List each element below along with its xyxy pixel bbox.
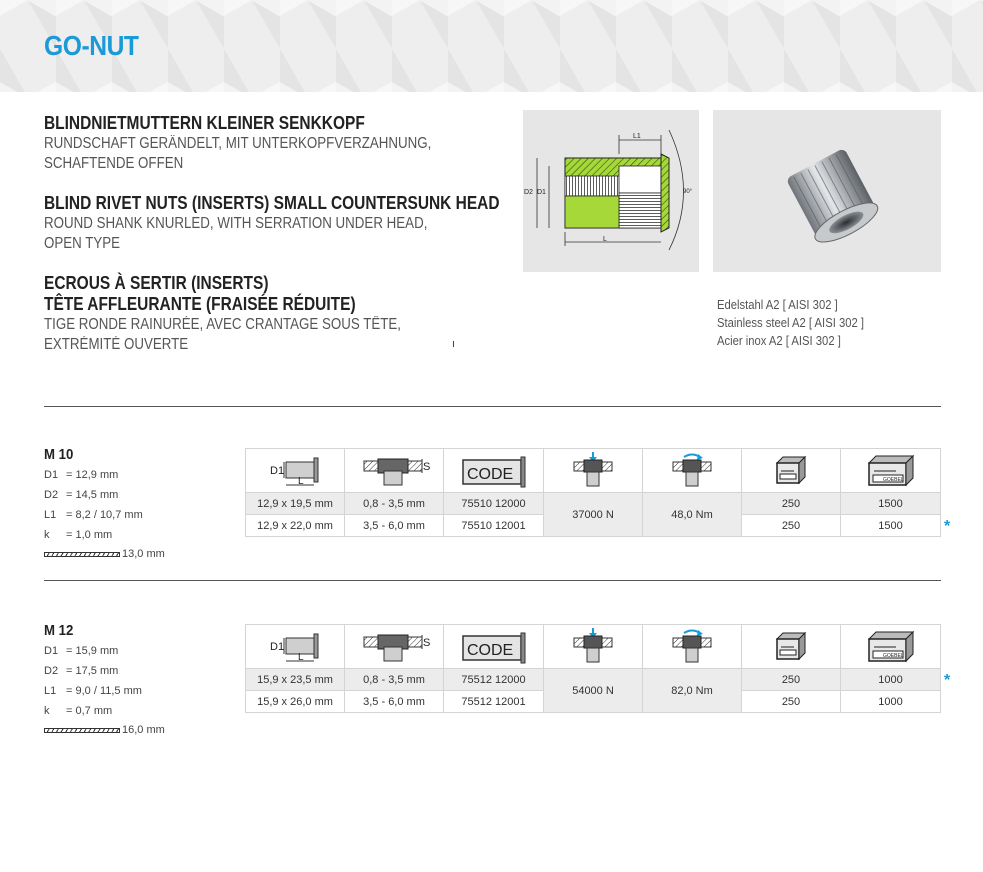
spec-key: L1 [44,509,57,521]
drill-bit-icon [44,728,120,733]
small-box-icon [774,455,808,487]
cell-size: 12,9 x 22,0 mm [246,515,345,537]
title-fr-heading-2: TÊTE AFFLEURANTE (FRAISÉE RÉDUITE) [44,294,356,314]
material-fr: Acier inox A2 [ AISI 302 ] [717,334,841,348]
cell-grip: 3,5 - 6,0 mm [345,691,444,713]
cell-box: 250 [742,515,841,537]
drill-bit-icon [44,552,120,557]
cell-torque: 48,0 Nm [643,493,742,537]
cell-code: 75512 12000 [444,669,544,691]
spec-row-l1 [44,681,165,701]
title-de-sub-2: SCHAFTENDE OFFEN [44,155,184,172]
col-force-icon [544,625,643,669]
title-fr-sub-1: TIGE RONDE RAINURÉE, AVEC CRANTAGE SOUS TÊTE, [44,316,402,333]
dimensions-icon [268,452,322,490]
cell-carton: 1500 [841,515,941,537]
col-code-icon [444,449,544,493]
carton-icon [866,630,916,664]
cell-carton: 1000 [841,669,941,691]
spec-key: L1 [44,685,57,697]
col-carton-icon [841,625,941,669]
spec-m12 [44,622,165,739]
spec-key: k [44,529,50,541]
col-torque-icon [643,449,742,493]
cross-section-drawing [523,110,699,272]
cell-grip: 0,8 - 3,5 mm [345,669,444,691]
title-en [44,193,574,254]
cell-grip: 0,8 - 3,5 mm [345,493,444,515]
icon-label-s: S [423,636,430,649]
spec-row-k [44,701,165,721]
tensile-force-icon [568,627,618,667]
spec-value: = 0,7 mm [66,705,113,717]
spec-value: = 15,9 mm [66,645,119,657]
icon-row [246,625,941,669]
spec-title: M 12 [44,622,74,639]
col-dimensions-icon [246,625,345,669]
spec-value: = 12,9 mm [66,469,119,481]
grip-range-icon [358,453,430,489]
material-info [717,296,880,350]
icon-label-code: CODE [466,465,513,483]
drill-size [44,545,165,563]
label-l: L [603,236,607,243]
material-en: Stainless steel A2 [ AISI 302 ] [717,316,864,330]
col-torque-icon [643,625,742,669]
title-en-sub-1: ROUND SHANK KNURLED, WITH SERRATION UNDER HEAD, [44,215,428,232]
spec-value: = 1,0 mm [66,529,113,541]
cell-size: 15,9 x 23,5 mm [246,669,345,691]
small-box-icon [774,631,808,663]
icon-label-d1: D1 [270,640,285,653]
spec-key: D2 [44,665,59,677]
spec-row-d1 [44,465,165,485]
spec-key: D1 [44,645,59,657]
cell-box: 250 [742,669,841,691]
cell-torque: 82,0 Nm [643,669,742,713]
page-header [0,0,983,92]
spec-value: = 8,2 / 10,7 mm [66,509,143,521]
material-de: Edelstahl A2 [ AISI 302 ] [717,298,838,312]
code-icon [459,454,529,488]
spec-m10 [44,446,165,563]
table-m12 [245,624,941,713]
title-fr [44,273,459,355]
cell-carton: 1500 [841,493,941,515]
asterisk-marker: * [944,672,951,689]
spec-row-l1 [44,505,165,525]
icon-label-d1: D1 [270,464,285,477]
cell-force: 37000 N [544,493,643,537]
col-box-icon [742,449,841,493]
title-en-heading: BLIND RIVET NUTS (INSERTS) SMALL COUNTERSUNK HEAD [44,193,500,213]
cell-code: 75510 12001 [444,515,544,537]
col-carton-icon [841,449,941,493]
cell-size: 12,9 x 19,5 mm [246,493,345,515]
title-fr-sub-2: EXTRÉMITÉ OUVERTE [44,336,189,353]
cell-carton: 1000 [841,691,941,713]
carton-brand-label: GOEBEL [882,652,904,659]
dimensions-icon [268,628,322,666]
cell-box: 250 [742,493,841,515]
spec-key: k [44,705,50,717]
divider-1 [44,406,941,407]
title-fr-heading-1: ECROUS À SERTIR (INSERTS) [44,273,269,293]
table-row [246,493,941,515]
col-code-icon [444,625,544,669]
title-de-sub-1: RUNDSCHAFT GERÄNDELT, MIT UNTERKOPFVERZAHNUNG, [44,135,432,152]
spec-key: D1 [44,469,59,481]
spec-value: = 17,5 mm [66,665,119,677]
cell-code: 75512 12001 [444,691,544,713]
cell-box: 250 [742,691,841,713]
grip-range-icon [358,629,430,665]
title-de [44,113,494,174]
col-force-icon [544,449,643,493]
carton-brand-label: GOEBEL [882,476,904,483]
cell-size: 15,9 x 26,0 mm [246,691,345,713]
torque-icon [667,451,717,491]
cell-code: 75510 12000 [444,493,544,515]
torque-icon [667,627,717,667]
icon-label-code: CODE [466,641,513,659]
icon-label-s: S [423,460,430,473]
product-photo [713,110,941,272]
title-de-heading: BLINDNIETMUTTERN KLEINER SENKKOPF [44,113,365,133]
asterisk-marker: * [944,518,951,535]
spec-row-k [44,525,165,545]
stray-mark [453,341,454,347]
spec-title: M 10 [44,446,74,463]
divider-2 [44,580,941,581]
rivet-nut-photo [713,110,941,272]
carton-icon [866,454,916,488]
spec-key: D2 [44,489,59,501]
label-l1: L1 [633,133,641,140]
spec-row-d1 [44,641,165,661]
label-d1: D1 [537,189,546,196]
title-en-sub-2: OPEN TYPE [44,235,121,252]
brand-title: GO-NUT [44,30,139,61]
spec-value: = 9,0 / 11,5 mm [66,685,142,697]
icon-label-l: L [298,651,304,663]
icon-label-l: L [298,475,304,487]
spec-value: = 14,5 mm [66,489,119,501]
table-row [246,669,941,691]
col-grip-icon [345,625,444,669]
table-m10 [245,448,941,537]
drill-value: 16,0 mm [122,724,165,736]
col-box-icon [742,625,841,669]
tensile-force-icon [568,451,618,491]
technical-drawing [523,110,699,272]
spec-row-d2 [44,661,165,681]
label-angle: 90° [683,189,693,195]
spec-row-d2 [44,485,165,505]
code-icon [459,630,529,664]
drill-size [44,721,165,739]
col-grip-icon [345,449,444,493]
cell-force: 54000 N [544,669,643,713]
drill-value: 13,0 mm [122,548,165,560]
icon-row [246,449,941,493]
cell-grip: 3,5 - 6,0 mm [345,515,444,537]
label-d2: D2 [524,189,533,196]
col-dimensions-icon [246,449,345,493]
